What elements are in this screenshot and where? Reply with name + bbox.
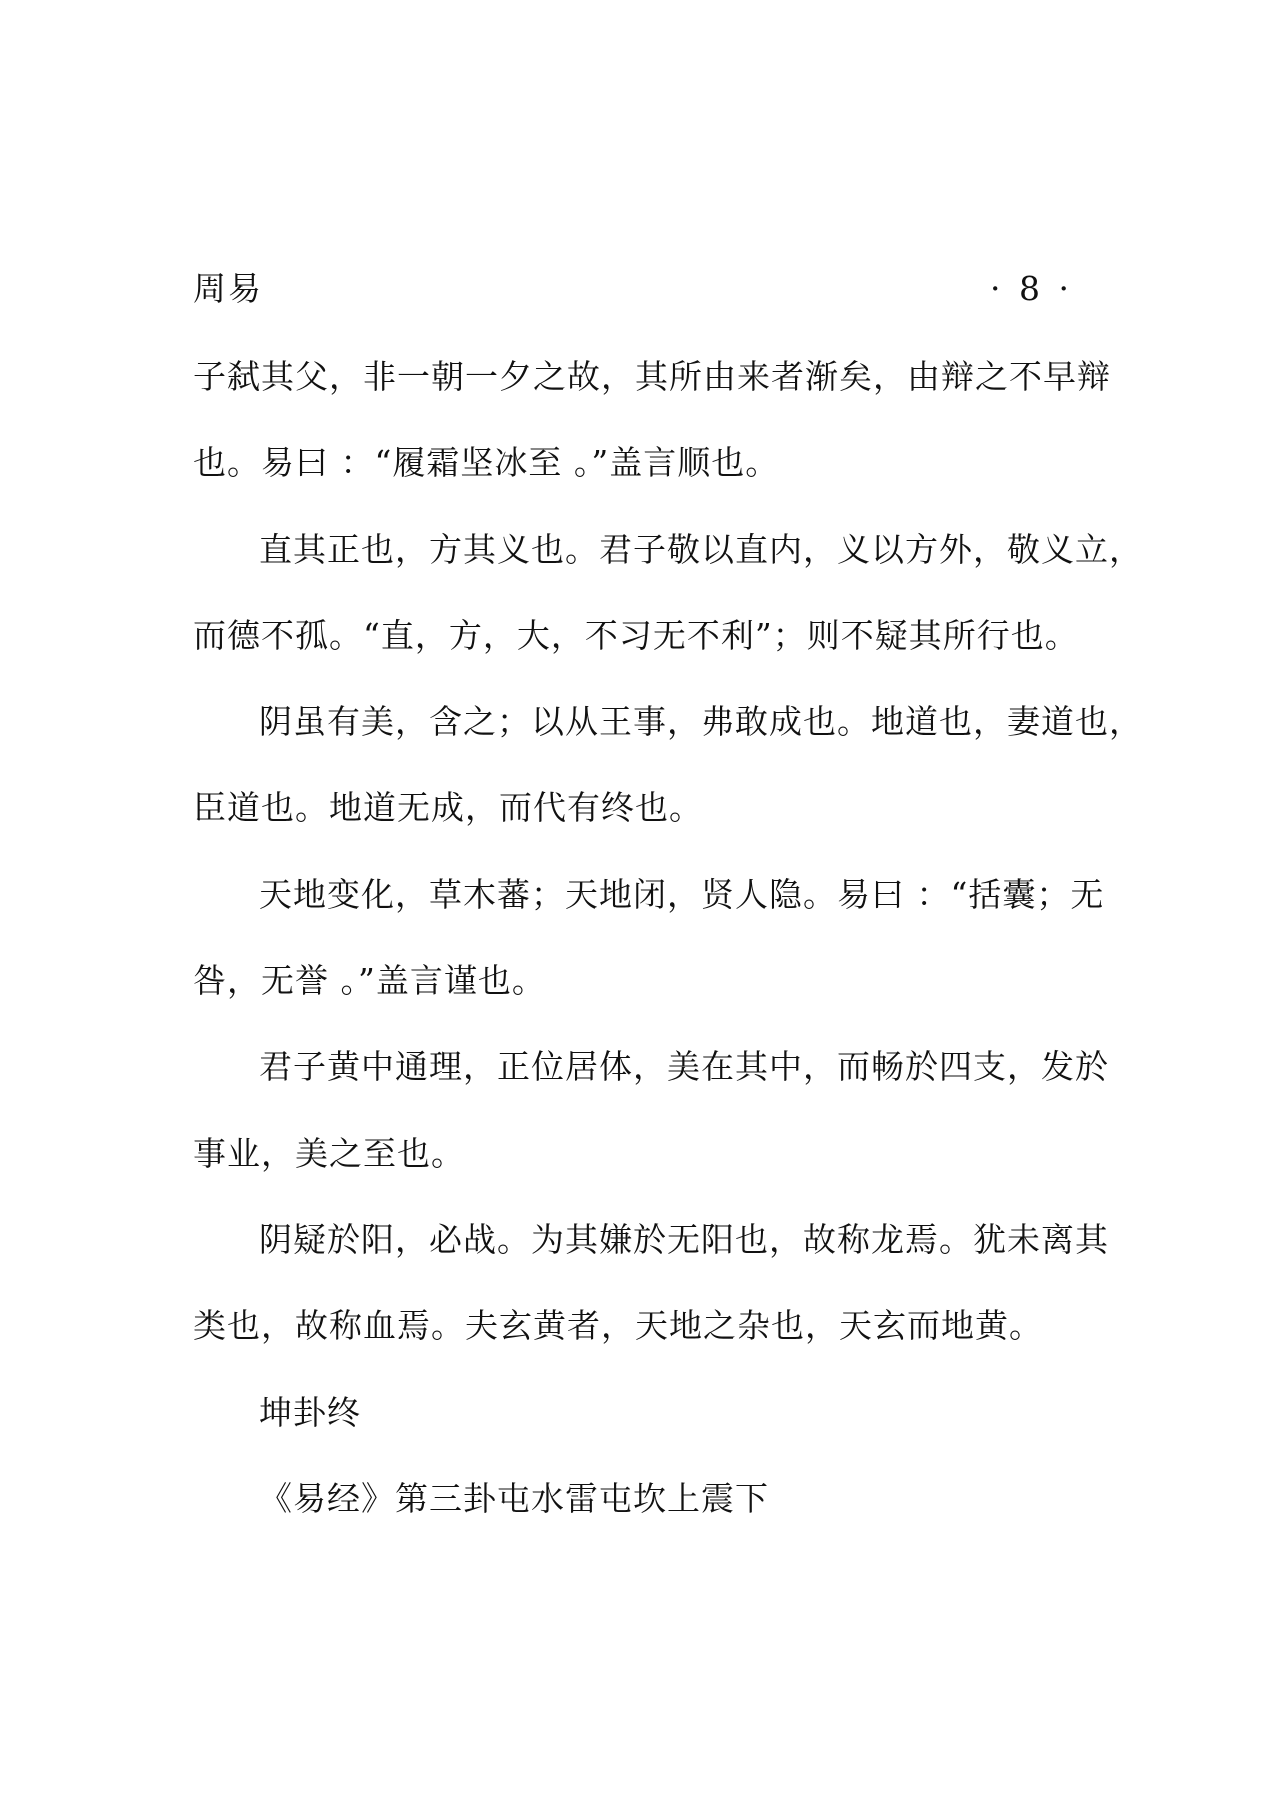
text-line: 而德不孤。“直，方，大，不习无不利”；则不疑其所行也。 (193, 615, 1079, 655)
text-line: 也。易曰 ：“履霜坚冰至 。”盖言顺也。 (193, 443, 780, 483)
text-line: 阴疑於阳，必战。为其嫌於无阳也，故称龙焉。犹未离其 (259, 1219, 1109, 1259)
text-line: 坤卦终 (259, 1392, 361, 1432)
text-line: 君子黄中通理，正位居体，美在其中，而畅於四支，发於 (259, 1047, 1109, 1087)
text-line: 直其正也，方其义也。君子敬以直内，义以方外，敬义立， (259, 529, 1143, 569)
text-line: 咎，无誉 。”盖言谨也。 (193, 961, 546, 1001)
text-line: 类也，故称血焉。夫玄黄者，天地之杂也，天玄而地黄。 (193, 1306, 1043, 1346)
text-line: 《易经》第三卦屯水雷屯坎上震下 (259, 1478, 769, 1518)
text-line: 子弑其父，非一朝一夕之故，其所由来者渐矣，由辩之不早辩 (193, 357, 1111, 396)
text-line: 臣道也。地道无成，而代有终也。 (193, 788, 703, 828)
text-line: 阴虽有美，含之；以从王事，弗敢成也。地道也，妻道也， (259, 702, 1143, 742)
text-line: 事业，美之至也。 (193, 1133, 465, 1173)
page-number: · 8 · (990, 269, 1073, 308)
text-line: 天地变化，草木蕃；天地闭，贤人隐。易曰 ：“括囊；无 (259, 874, 1105, 914)
book-title: 周易 (193, 269, 263, 308)
page-header (193, 264, 1073, 314)
body-text (193, 345, 1143, 1553)
